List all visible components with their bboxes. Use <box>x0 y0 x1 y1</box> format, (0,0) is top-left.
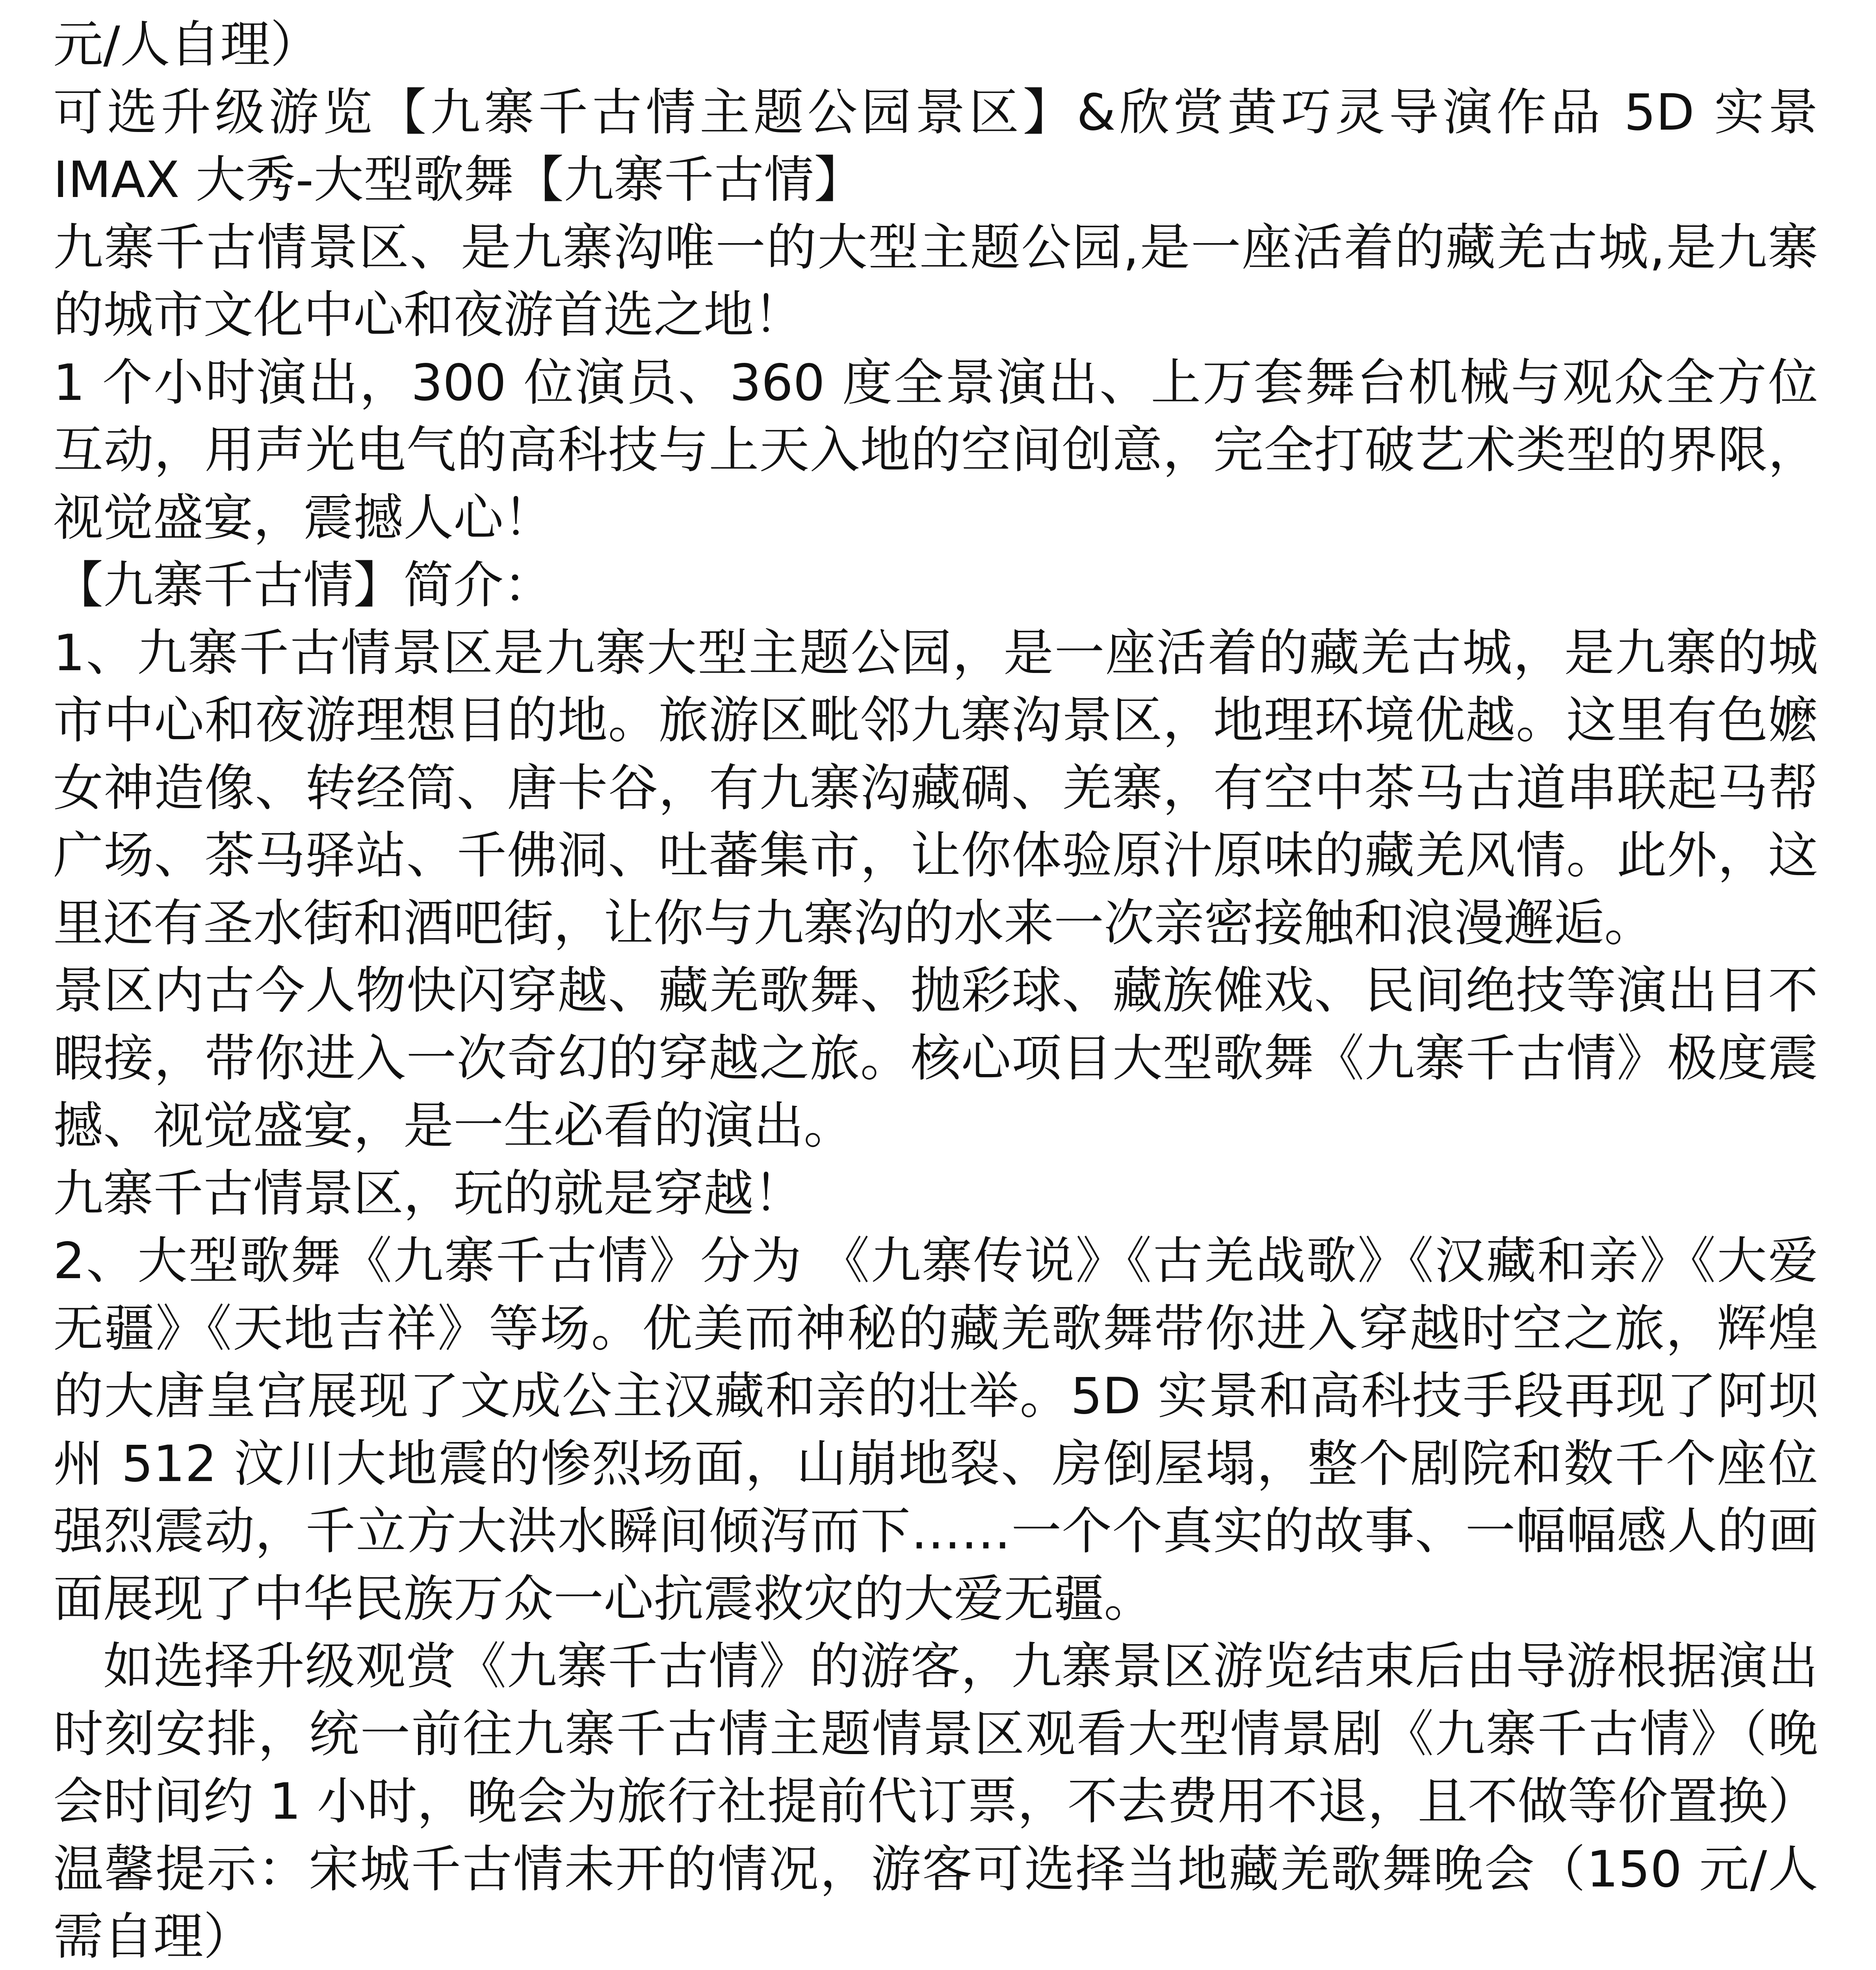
paragraph-upgrade-arrangement: 如选择升级观赏《九寨千古情》的游客，九寨景区游览结束后由导游根据演出时刻安排，统一前往九寨千古情主题情景区观看大型情景剧《九寨千古情》（晚会时间约 1 小时，晚会为旅行社提前代订票，不去费用不退，且不做等价置换） <box>53 1637 1818 1831</box>
paragraph-slogan: 九寨千古情景区，玩的就是穿越！ <box>53 1164 804 1223</box>
paragraph-show-highlights: 1 个小时演出，300 位演员、360 度全景演出、上万套舞台机械与观众全方位互动，用声光电气的高科技与上天入地的空间创意，完全打破艺术类型的界限，视觉盛宴，震撼人心！ <box>53 353 1818 547</box>
section-heading-introduction: 【九寨千古情】简介： <box>53 556 554 614</box>
paragraph-continuation: 元/人自理） <box>53 15 320 74</box>
paragraph-upgrade-option: 可选升级游览【九寨千古情主题公园景区】&欣赏黄巧灵导演作品 5D 实景 IMAX 大秀-大型歌舞【九寨千古情】 <box>53 83 1834 209</box>
paragraph-park-intro: 九寨千古情景区、是九寨沟唯一的大型主题公园,是一座活着的藏羌古城,是九寨的城市文化中心和夜游首选之地！ <box>53 218 1818 344</box>
paragraph-tip: 温馨提示：宋城千古情未开的情况，游客可选择当地藏羌歌舞晚会（150 元/人 需自理） <box>53 1840 1869 1966</box>
paragraph-show-acts: 2、大型歌舞《九寨千古情》分为 《九寨传说》《古羌战歌》《汉藏和亲》《大爱无疆》《天地吉祥》等场。优美而神秘的藏羌歌舞带你进入穿越时空之旅，辉煌的大唐皇宫展现了文成公主汉藏和亲的壮举。5D 实景和高科技手段再现了阿坝州 512 汶川大地震的惨烈场面，山崩地裂、房倒屋塌，整个剧院和数千个座位强烈震动，千立方大洪水瞬间倾泻而下……一个个真实的故事、一幅幅感人的画面展现了中华民族万众一心抗震救灾的大爱无疆。 <box>53 1232 1818 1628</box>
document-page <box>53 11 1869 1970</box>
paragraph-performances: 景区内古今人物快闪穿越、藏羌歌舞、抛彩球、藏族傩戏、民间绝技等演出目不暇接，带你进入一次奇幻的穿越之旅。核心项目大型歌舞《九寨千古情》极度震撼、视觉盛宴，是一生必看的演出。 <box>53 961 1818 1155</box>
paragraph-park-description: 1、九寨千古情景区是九寨大型主题公园，是一座活着的藏羌古城，是九寨的城市中心和夜游理想目的地。旅游区毗邻九寨沟景区，地理环境优越。这里有色嬷女神造像、转经筒、唐卡谷，有九寨沟藏碉、羌寨，有空中茶马古道串联起马帮广场、茶马驿站、千佛洞、吐蕃集市，让你体验原汁原味的藏羌风情。此外，这里还有圣水街和酒吧街，让你与九寨沟的水来一次亲密接触和浪漫邂逅。 <box>53 623 1818 952</box>
